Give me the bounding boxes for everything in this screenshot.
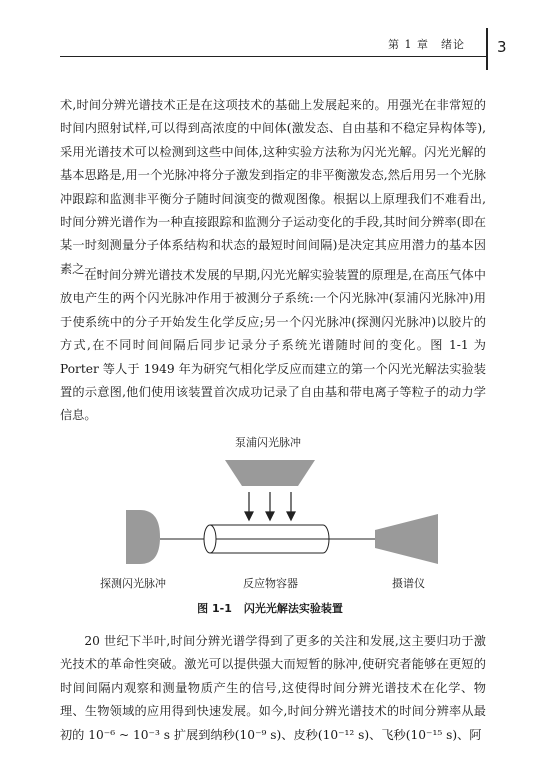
page-number: 3	[497, 38, 507, 56]
figure-caption-text: 闪光光解法实验装置	[243, 602, 343, 615]
page-header	[0, 0, 540, 70]
paragraph-2: 在时间分辨光谱技术发展的早期,闪光光解实验装置的原理是,在高压气体中放电产生的两个闪光脉冲作用于被测分子系统:一个闪光脉冲(泵浦闪光脉冲)用于使系统中的分子开始发生化学反应;另一个闪光脉冲(探测闪光脉冲)以胶片的方式,在不同时间间隔后同步记录分子系统光谱随时间的变化。图 1-1 为 Porter 等人于 1949 年为研究气相化学反应而建立的第一个闪光光解法实验装置的示意图,他们使用该装置首次成功记录了自由基和带电离子等粒子的动力学信息。	[60, 268, 486, 423]
spectrograph-label: 摄谱仪	[392, 577, 425, 590]
header-divider	[486, 28, 488, 70]
figure-flash-photolysis	[0, 430, 540, 620]
spectrograph	[375, 514, 438, 564]
reaction-cell-label: 反应物容器	[243, 577, 298, 590]
paragraph-1: 术,时间分辨光谱技术正是在这项技术的基础上发展起来的。用强光在非常短的时间内照射试样,可以得到高浓度的中间体(激发态、自由基和不稳定异构体等),采用光谱技术可以检测到这些中间体,这种实验方法称为闪光光解。闪光光解的基本思路是,用一个光脉冲将分子激发到指定的非平衡激发态,然后用另一个光脉冲跟踪和监测非平衡分子随时间演变的微观图像。根据以上原理我们不难看出,时间分辨光谱作为一种直接跟踪和监测分子运动变化的手段,其时间分辨率(即在某一时刻测量分子体系结构和状态的最短时间间隔)是决定其应用潜力的基本因素之一。	[60, 98, 486, 276]
paragraph-3: 20 世纪下半叶,时间分辨光谱学得到了更多的关注和发展,这主要归功于激光技术的革命性突破。激光可以提供强大而短暂的脉冲,使研究者能够在更短的时间间隔内观察和测量物质产生的信号,这使得时间分辨光谱技术在化学、物理、生物领域的应用得到快速发展。如今,时间分辨光谱技术的时间分辨率从最初的 10⁻⁶ ~ 10⁻³ s 扩展到纳秒(10⁻⁹ s)、皮秒(10⁻¹² s)、飞秒(10⁻¹⁵ s)、阿	[60, 634, 486, 742]
apparatus-diagram	[0, 430, 540, 590]
chapter-title: 第 1 章 绪论	[388, 38, 465, 51]
probe-flash-lamp	[126, 510, 160, 564]
figure-caption	[0, 600, 540, 616]
pump-flash-label: 泵浦闪光脉冲	[235, 436, 301, 449]
pump-flash-lamp	[225, 460, 315, 486]
figure-caption-number: 图 1-1	[197, 602, 232, 615]
probe-flash-label: 探测闪光脉冲	[100, 577, 166, 590]
header-rule	[60, 56, 487, 57]
pump-arrows	[245, 492, 295, 520]
